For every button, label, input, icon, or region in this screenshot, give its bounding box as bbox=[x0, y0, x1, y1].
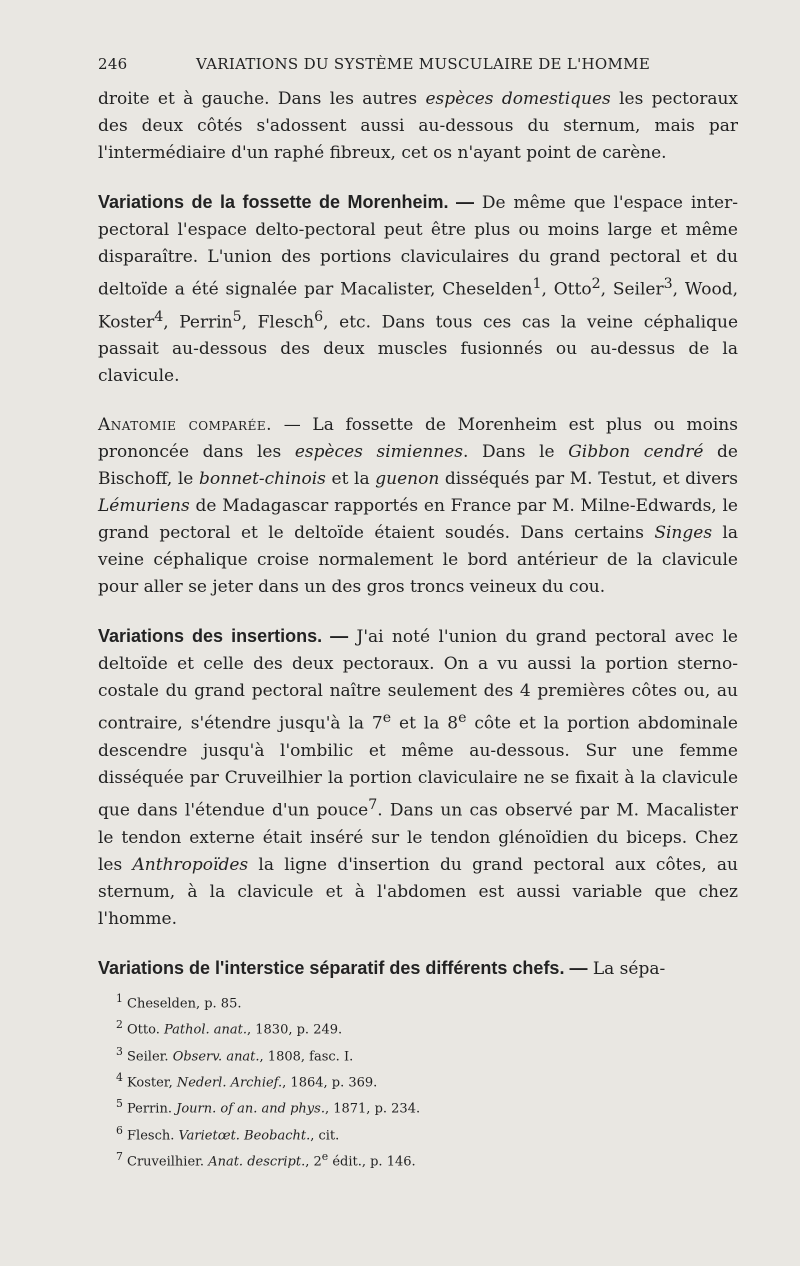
paragraph-insertions bbox=[98, 623, 738, 932]
note-marker: e bbox=[458, 710, 467, 727]
page-number: 246 bbox=[98, 55, 128, 73]
italic-text: Nederl. Archief. bbox=[176, 1075, 283, 1091]
text-run: . Dans le bbox=[462, 442, 569, 463]
italic-text: Singes bbox=[654, 523, 713, 544]
paragraph-morenheim bbox=[98, 189, 738, 390]
text-run: Flesch. bbox=[122, 1127, 179, 1143]
text-run: Perrin. bbox=[122, 1101, 177, 1117]
footnote bbox=[116, 1093, 676, 1119]
text-run: De même que l'espace inter-pectoral l'espace delto-pectoral peut être plus ou moins large et même disparaître. L'union des portions claviculaires du grand pectoral et du deltoïde a été signalée par Macalister, Cheselden bbox=[98, 193, 738, 300]
italic-text: espèces domestiques bbox=[425, 89, 611, 109]
text-run: Cheselden, p. 85. bbox=[122, 996, 242, 1012]
text-run: , 1830, p. 249. bbox=[247, 1022, 343, 1038]
note-marker: 1 bbox=[116, 992, 123, 1005]
note-marker: e bbox=[382, 710, 392, 727]
italic-text: bonnet-chinois bbox=[199, 469, 326, 490]
paragraph-continuation bbox=[98, 86, 738, 167]
text-run: . Dans un cas observé par M. Macalister le tendon externe était inséré sur le tendon glénoïdien du biceps. Chez les bbox=[98, 800, 738, 875]
italic-text: Anthropoïdes bbox=[132, 854, 249, 875]
text-run: J'ai noté l'union du grand pectoral avec le deltoïde et celle des deux pectoraux. On a vu aussi la portion sterno-costale du grand pectoral naître seulement des 4 premières côtes ou, au contraire, s'étendre jusqu'à la 7 bbox=[98, 627, 738, 734]
italic-text: Gibbon cendré bbox=[568, 442, 704, 463]
text-run: , 2 bbox=[305, 1154, 322, 1170]
section-heading: Variations de la fossette de Morenheim. — bbox=[98, 192, 474, 212]
page-header bbox=[98, 55, 698, 81]
text-run: Koster, bbox=[122, 1075, 177, 1091]
text-run: , Seiler bbox=[600, 279, 664, 300]
note-marker: 6 bbox=[314, 308, 324, 325]
note-marker: 6 bbox=[116, 1123, 123, 1137]
text-run: la veine céphalique croise normalement le bord antérieur de la clavicule pour aller se jeter dans un des gros troncs veineux du cou. bbox=[98, 523, 738, 598]
text-run: la ligne d'insertion du grand pectoral aux côtes, au sternum, à la clavicule et à l'abdomen est aussi variable que chez l'homme. bbox=[98, 854, 738, 929]
text-run: droite et à gauche. Dans les autres bbox=[98, 89, 426, 109]
italic-text: Lémuriens bbox=[98, 496, 190, 517]
note-marker: 3 bbox=[116, 1044, 123, 1058]
note-marker: 1 bbox=[532, 276, 542, 292]
footnote bbox=[116, 1014, 676, 1040]
paragraph-interstice bbox=[98, 955, 738, 983]
text-run: Otto. bbox=[122, 1022, 164, 1038]
text-run: , 1871, p. 234. bbox=[324, 1101, 421, 1117]
text-run: , 1864, p. 369. bbox=[282, 1075, 378, 1091]
smallcaps-heading: Anatomie comparée. bbox=[98, 415, 273, 436]
text-run: — La fossette de Morenheim est plus ou moins prononcée dans les bbox=[98, 415, 738, 463]
footnote bbox=[116, 1067, 676, 1093]
note-marker: e bbox=[321, 1149, 329, 1163]
text-run: , Flesch bbox=[241, 312, 315, 333]
italic-text: Journ. of an. and phys. bbox=[176, 1101, 325, 1117]
footnote bbox=[116, 1120, 676, 1146]
body-text bbox=[98, 86, 738, 983]
text-run: La sépa- bbox=[587, 958, 666, 979]
running-title: VARIATIONS DU SYSTÈME MUSCULAIRE DE L'HOMME bbox=[196, 55, 651, 73]
text-run: côte et la portion abdominale descendre jusqu'à l'ombilic et même au-dessous. Sur une femme disséquée par Cruveilhier la portion claviculaire ne se fixait à la clavicule que dans l'étendue d'un pouce bbox=[98, 713, 738, 821]
note-marker: 7 bbox=[368, 796, 378, 813]
paragraph-anatomie-comparee bbox=[98, 412, 738, 601]
footnote bbox=[116, 988, 676, 1014]
note-marker: 4 bbox=[154, 308, 164, 325]
note-marker: 2 bbox=[116, 1018, 123, 1032]
text-run: Seiler. bbox=[122, 1048, 173, 1064]
note-marker: 7 bbox=[116, 1149, 123, 1163]
text-run: , 1808, fasc. I. bbox=[259, 1048, 354, 1064]
italic-text: espèces simiennes bbox=[294, 442, 463, 463]
italic-text: Observ. anat. bbox=[172, 1048, 260, 1064]
text-run: Cruveilhier. bbox=[122, 1154, 209, 1170]
section-heading: Variations des insertions. — bbox=[98, 626, 349, 647]
text-run: les pectoraux des deux côtés s'adossent aussi au-dessous du sternum, mais par l'intermédiaire d'un raphé fibreux, cet os n'ayant point de carène. bbox=[98, 89, 739, 163]
text-run: , Otto bbox=[541, 279, 592, 300]
footnote bbox=[116, 1146, 676, 1172]
text-run: de Bischoff, le bbox=[98, 442, 738, 490]
text-run: , Perrin bbox=[163, 312, 233, 333]
footnote bbox=[116, 1041, 676, 1067]
note-marker: 4 bbox=[116, 1070, 123, 1084]
note-marker: 2 bbox=[591, 276, 601, 292]
note-marker: 3 bbox=[663, 276, 673, 292]
italic-text: Varietœt. Beobacht. bbox=[178, 1127, 311, 1143]
text-run: et la 8 bbox=[391, 713, 459, 734]
italic-text: guenon bbox=[375, 469, 440, 490]
note-marker: 5 bbox=[232, 308, 242, 325]
italic-text: Anat. descript. bbox=[208, 1154, 306, 1170]
text-run: de Madagascar rapportés en France par M. Milne-Edwards, le grand pectoral et le deltoïde étaient soudés. Dans certains bbox=[98, 496, 738, 544]
text-run: et la bbox=[325, 469, 376, 490]
text-run: , Wood, Koster bbox=[98, 279, 738, 333]
text-run: édit., p. 146. bbox=[328, 1154, 416, 1170]
italic-text: Pathol. anat. bbox=[164, 1022, 247, 1038]
text-run: disséqués par M. Testut, et divers bbox=[439, 469, 739, 490]
section-heading: Variations de l'interstice séparatif des différents chefs. — bbox=[98, 957, 588, 978]
footnotes bbox=[116, 988, 676, 1172]
text-run: , cit. bbox=[310, 1127, 340, 1143]
note-marker: 5 bbox=[116, 1097, 123, 1111]
text-run: , etc. Dans tous ces cas la veine céphalique passait au-dessous des deux muscles fusionnés ou au-dessus de la clavicule. bbox=[98, 312, 739, 387]
